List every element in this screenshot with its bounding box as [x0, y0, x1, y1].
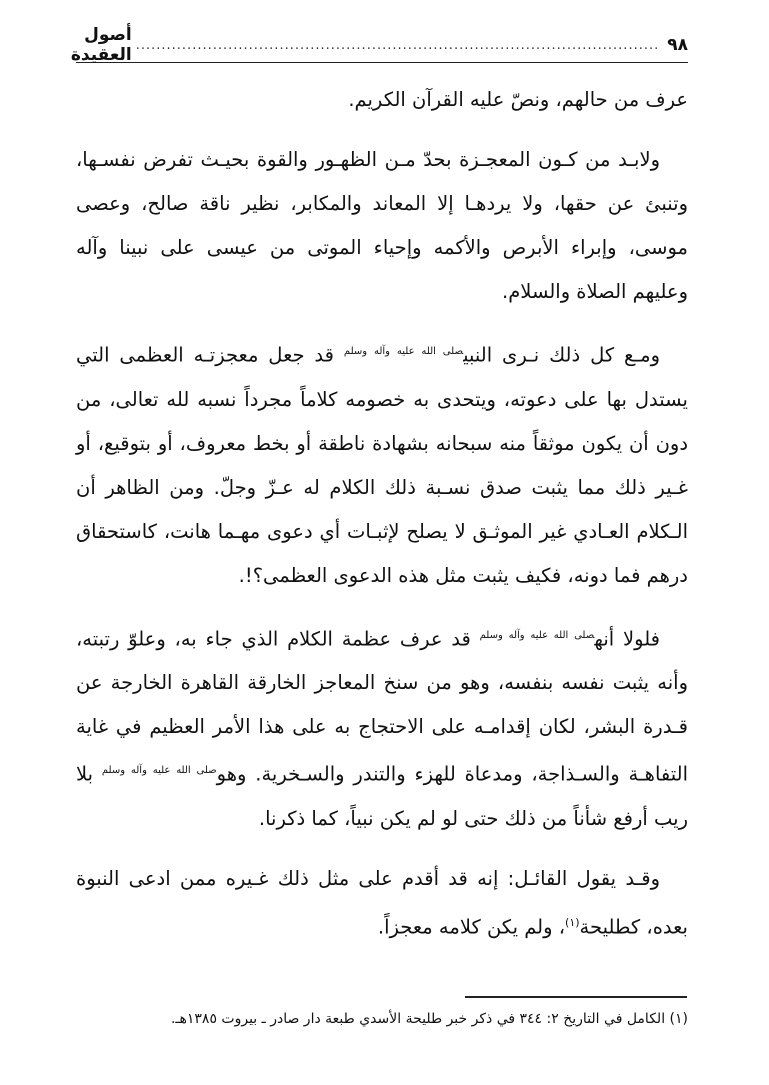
paragraph-3-rest: قد جعل معجزتـه العظمى التي يستدل بها على دعوته، ويتحدى به خصومه كلاماً مجرداً نسبه لله تعالى، من دون أن يكون موثقاً منه سبحانه بشهادة ناطقة أو بخط معروف، أو بتوقيع، أو غـير ذلك مما يثبت صدق نسـبة ذلك الكلام له عـزّ وجلّ. ومن الظاهر أن الـكلام العـادي غير الموثـق لا يصلح لإثبـات أي دعوى مهـما هانت، كاستحقاق درهم فما دونه، فكيف يثبت مثل هذه الدعوى العظمى؟!. — [76, 343, 688, 587]
paragraph-2: ولابـد من كـون المعجـزة بحدّ مـن الظهـور والقوة بحيـث تفرض نفسـها، وتنبئ عن حقها، ولا يردهـا إلا المعاند والمكابر، نظير ناقة صالح، وعصى موسى، وإبراء الأبرص والأكمه وإحياء الموتى من عيسى على نبينا وآله وعليهم الصلاة والسلام. — [76, 148, 688, 303]
paragraph-4-start: فلولا أنه — [594, 627, 660, 650]
salawat-mark: صلى الله عليه وآله وسلم — [343, 346, 464, 357]
book-title: أصول العقيدة — [70, 25, 132, 65]
header-leader-dots: ...................................................................................................... — [135, 37, 660, 53]
page-number: ٩٨ — [667, 35, 688, 55]
paragraph-4 — [76, 614, 688, 841]
footnote: (١) الكامل في التاريخ ٢: ٣٤٤ في ذكر خبر طليحة الأسدي طبعة دار صادر ـ بيروت ١٣٨٥هـ. — [170, 1011, 688, 1027]
running-header — [70, 25, 688, 65]
salawat-mark: صلى الله عليه وآله وسلم — [479, 629, 595, 641]
paragraph-5-start: وقـد يقول القائـل: إنه قد أقدم على مثل ذلك غـيره ممن ادعى النبوة بعده، كطليحة — [76, 866, 688, 938]
main-text — [76, 78, 688, 965]
paragraph-3-start: ومـع كل ذلك نـرى النبي — [463, 343, 661, 367]
footnote-reference[interactable]: (١) — [565, 915, 580, 929]
paragraph-5-end: ، ولم يكن كلامه معجزاً. — [377, 915, 566, 938]
paragraph-5 — [76, 857, 688, 950]
paragraph-1: عرف من حالهم، ونصّ عليه القرآن الكريم. — [348, 88, 688, 111]
paragraph-3 — [76, 330, 688, 598]
footnote-separator — [465, 996, 687, 998]
salawat-mark: صلى الله عليه وآله وسلم — [101, 765, 217, 776]
paragraph-4-end: بلا ريب أرفع شأناً من ذلك حتى لو لم يكن نبياً، كما ذكرنا. — [76, 762, 688, 830]
paragraph-4-middle: قد عرف عظمة الكلام الذي جاء به، وعلوّ رتبته، وأنه يثبت نفسه بنفسه، وهو من سنخ المعاجز الخارقة القاهرة الخارجة عن قـدرة البشر، لكان إقدامـه على الاحتجاج به على هذا الأمر العظيم في غاية التفاهـة والسـذاجة، ومدعاة للهزء والتندر والسـخرية. وهو — [76, 627, 688, 786]
